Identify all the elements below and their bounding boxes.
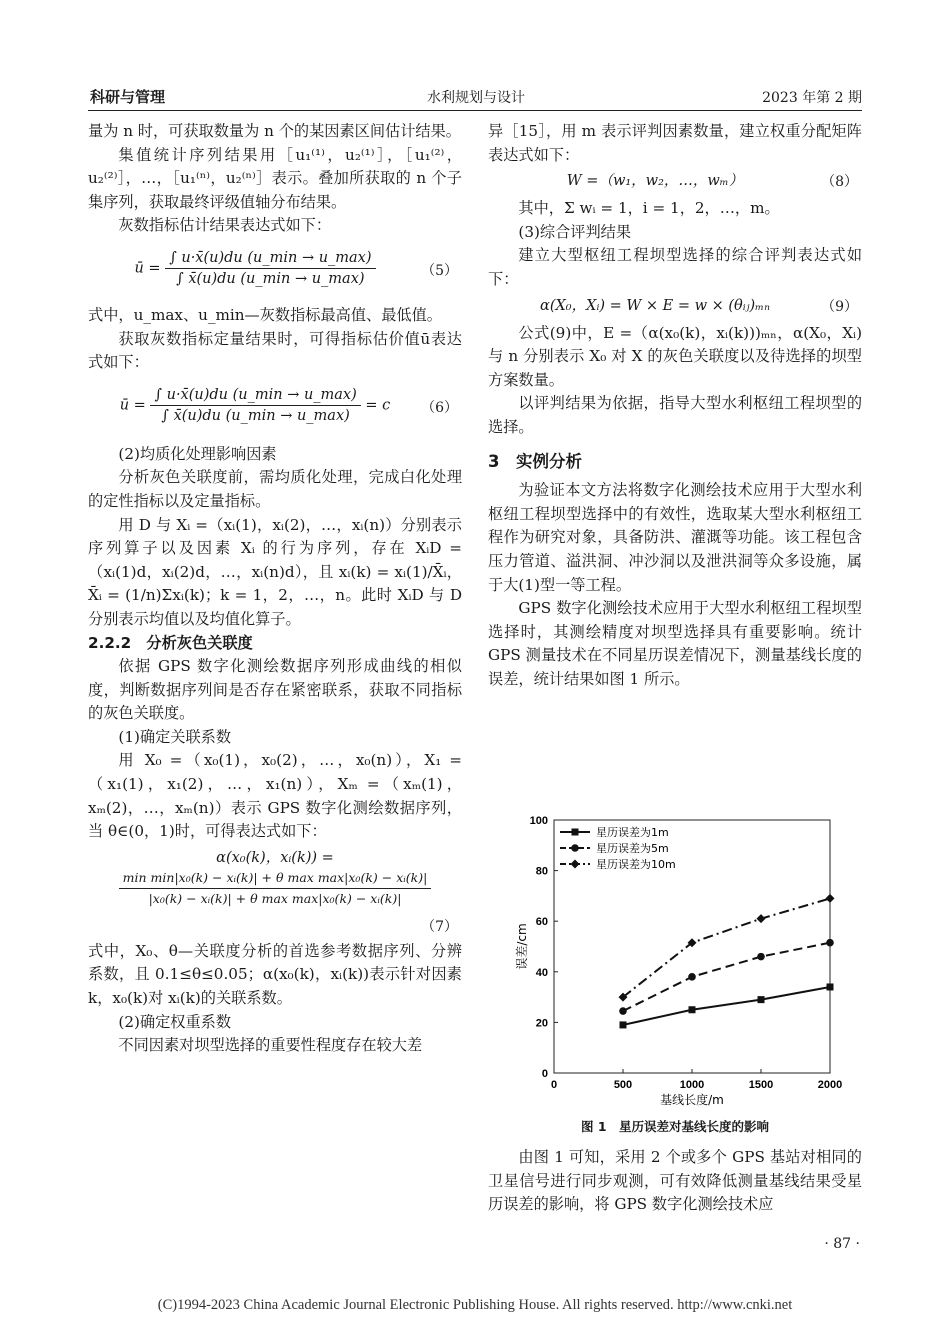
legend-label: 星历误差为10m xyxy=(596,858,676,871)
equation-5 xyxy=(88,240,462,302)
header-issue: 2023 年第 2 期 xyxy=(762,90,862,106)
data-point-s1 xyxy=(758,996,765,1003)
header-journal: 水利规划与设计 xyxy=(427,90,525,106)
legend-label: 星历误差为5m xyxy=(596,842,669,855)
paragraph: 不同因素对坝型选择的重要性程度存在较大差 xyxy=(118,1036,423,1055)
eq8-number: （8） xyxy=(821,174,858,191)
header-rule xyxy=(88,110,862,111)
figure-1-chart xyxy=(514,812,850,1112)
page-number: · 87 · xyxy=(824,1236,860,1252)
y-axis-label: 误差/cm xyxy=(515,923,529,970)
eq6-fraction xyxy=(150,385,360,426)
y-tick-label: 80 xyxy=(535,865,548,878)
eq6-number: （6） xyxy=(421,399,458,416)
x-tick-label: 2000 xyxy=(817,1079,843,1091)
paragraph: 灰数指标估计结果表达式如下： xyxy=(118,216,332,235)
paragraph: 量为 n 时，可获取数量为 n 个的某因素区间估计结果。 xyxy=(88,122,461,140)
data-point-s2 xyxy=(688,973,696,981)
paragraph: GPS 数字化测绘技术应用于大型水利枢纽工程坝型选择时，其测绘精度对坝型选择具有重要影响。统计 GPS 测量技术在不同星历误差情况下，测量基线长度的误差，统计结果如图 1 所示。 xyxy=(488,599,862,688)
x-tick-label: 0 xyxy=(550,1079,558,1091)
paragraph: 式中，u_max、u_min—灰数指标最高值、最低值。 xyxy=(88,305,442,324)
eq7-fraction xyxy=(119,868,432,909)
eq5-denominator: ∫ x̄(u)du (u_min → u_max) xyxy=(176,270,365,287)
paragraph: 用 D 与 Xᵢ =（xᵢ(1)，xᵢ(2)，…，xᵢ(n)）分别表示序列算子以及因素 Xᵢ 的行为序列，存在 XᵢD =（xᵢ(1)d，xᵢ(2)d，…，xᵢ(n)d），且 xᵢ(k) = xᵢ(1)/X̄ᵢ，X̄ᵢ = (1/n)Σxᵢ(k)；k = 1，2，…，n。此时 XᵢD 与 D 分别表示均值以及均值化算子。 xyxy=(88,515,462,628)
data-point-s2 xyxy=(826,939,834,947)
x-tick-label: 1500 xyxy=(748,1079,774,1091)
paragraph: 获取灰数指标定量结果时，可得指标估价值ū表达式如下： xyxy=(88,329,462,372)
eq7-denominator: |x₀(k) − xᵢ(k)| + θ max max|x₀(k) − xᵢ(k)| xyxy=(148,890,402,906)
subheading: (2)确定权重系数 xyxy=(118,1012,232,1031)
data-point-s1 xyxy=(689,1006,696,1013)
eq7-numerator: min min|x₀(k) − xᵢ(k)| + θ max max|x₀(k) − xᵢ(k)| xyxy=(119,868,432,889)
running-header xyxy=(90,84,862,108)
data-point-s2 xyxy=(757,953,765,961)
paragraph: 用 X₀ =（x₀(1)，x₀(2)，…，x₀(n)），X₁ =（x₁(1)，x₁(2)，…，x₁(n)），Xₘ =（xₘ(1)，xₘ(2)，…，xₘ(n)）表示 GPS 数字化测绘数据序列，当 θ∈(0，1)时，可得表达式如下： xyxy=(88,751,462,841)
eq7-lhs: α(x₀(k)，xᵢ(k)) = xyxy=(216,849,334,866)
y-tick-label: 100 xyxy=(529,815,548,827)
legend-marker xyxy=(572,829,579,836)
data-point-s1 xyxy=(827,983,834,990)
paragraph: 公式(9)中，E =（α(x₀(k)，xᵢ(k)))ₘₙ，α(X₀，Xᵢ)与 n 分别表示 X₀ 对 X 的灰色关联度以及待选择的坝型方案数量。 xyxy=(488,323,862,389)
data-point-s3 xyxy=(757,914,766,923)
eq5-numerator: ∫ u·x̄(u)du (u_min → u_max) xyxy=(165,248,375,269)
eq9-number: （9） xyxy=(821,298,858,315)
eq6-denominator: ∫ x̄(u)du (u_min → u_max) xyxy=(161,407,350,424)
right-column-bottom xyxy=(488,1146,862,1217)
eq5-number: （5） xyxy=(421,262,458,279)
subheading: (2)均质化处理影响因素 xyxy=(118,444,277,463)
y-tick-label: 40 xyxy=(535,966,548,979)
y-tick-label: 0 xyxy=(541,1068,548,1080)
data-point-s1 xyxy=(620,1021,627,1028)
equation-9 xyxy=(488,294,862,320)
eq7-number: （7） xyxy=(421,918,458,935)
y-tick-label: 60 xyxy=(535,916,548,929)
paragraph: 集值统计序列结果用［u₁⁽¹⁾，u₂⁽¹⁾］，［u₁⁽²⁾，u₂⁽²⁾］，…，［u₁⁽ⁿ⁾，u₂⁽ⁿ⁾］表示。叠加所获取的 n 个子集序列，获取最终评级值轴分布结果。 xyxy=(88,145,462,211)
paragraph: 为验证本文方法将数字化测绘技术应用于大型水利枢纽工程坝型选择中的有效性，选取某大型水利枢纽工程作为研究对象，具备防洪、灌溉等功能。该工程包含压力管道、溢洪洞、冲沙洞以及泄洪洞等众多设施，属于大(1)型一等工程。 xyxy=(488,481,862,594)
x-axis-label: 基线长度/m xyxy=(660,1093,724,1107)
paragraph: 依据 GPS 数字化测绘数据序列形成曲线的相似度，判断数据序列间是否存在紧密联系，获取不同指标的灰色关联度。 xyxy=(88,657,462,723)
header-section: 科研与管理 xyxy=(90,88,166,106)
right-column xyxy=(488,120,862,691)
eq8-body: W =（w₁，w₂，…，wₘ） xyxy=(566,173,744,190)
legend-marker xyxy=(571,860,580,869)
eq5-fraction xyxy=(165,248,375,289)
paragraph: 异［15］，用 m 表示评判因素数量，建立权重分配矩阵表达式如下： xyxy=(488,122,862,164)
subheading: (1)确定关联系数 xyxy=(118,727,232,746)
figure-caption: 图 1 星历误差对基线长度的影响 xyxy=(580,1119,770,1134)
subheading: (3)综合评判结果 xyxy=(518,222,632,241)
equation-8 xyxy=(488,169,862,195)
equation-7 xyxy=(88,846,462,938)
section-heading-3: 3 实例分析 xyxy=(488,451,582,471)
y-tick-label: 20 xyxy=(535,1017,548,1030)
equation-6 xyxy=(88,377,462,441)
paragraph: 分析灰色关联度前，需均质化处理，完成白化处理的定性指标以及定量指标。 xyxy=(88,468,462,510)
paragraph: 建立大型枢纽工程坝型选择的综合评判表达式如下： xyxy=(488,246,862,288)
copyright-footer: (C)1994-2023 China Academic Journal Electronic Publishing House. All rights reserved. http://www.cnki.net xyxy=(157,1297,793,1313)
eq6-lhs: ū = xyxy=(119,397,146,414)
eq6-numerator: ∫ u·x̄(u)du (u_min → u_max) xyxy=(150,385,360,406)
series-line-2 xyxy=(623,943,830,1011)
paragraph: 由图 1 可知，采用 2 个或多个 GPS 基站对相同的卫星信号进行同步观测，可有效降低测量基线结果受星历误差的影响，将 GPS 数字化测绘技术应 xyxy=(488,1148,862,1214)
eq6-rhs: = c xyxy=(365,397,391,414)
eq9-body: α(X₀，Xᵢ) = W × E = w × (θᵢⱼ)ₘₙ xyxy=(540,297,770,314)
paragraph: 以评判结果为依据，指导大型水利枢纽工程坝型的选择。 xyxy=(488,394,862,436)
section-heading-2-2-2: 2.2.2 分析灰色关联度 xyxy=(88,633,253,652)
left-column xyxy=(88,120,462,1058)
series-line-1 xyxy=(623,987,830,1025)
series-line-3 xyxy=(623,898,830,997)
x-tick-label: 1000 xyxy=(679,1079,705,1091)
chart-svg xyxy=(514,812,850,1112)
x-tick-label: 500 xyxy=(613,1079,633,1091)
paragraph: 式中，X₀、θ—关联度分析的首选参考数据序列、分辨系数，且 0.1≤θ≤0.05；α(x₀(k)，xᵢ(k))表示针对因素 k，x₀(k)对 xᵢ(k)的关联系数。 xyxy=(88,941,462,1008)
legend-label: 星历误差为1m xyxy=(596,826,669,839)
data-point-s2 xyxy=(619,1007,627,1015)
legend-marker xyxy=(571,844,579,852)
eq5-lhs: ū = xyxy=(134,260,161,277)
paragraph: 其中，Σ wᵢ = 1，i = 1，2，…，m。 xyxy=(518,199,780,218)
data-point-s3 xyxy=(826,894,835,903)
